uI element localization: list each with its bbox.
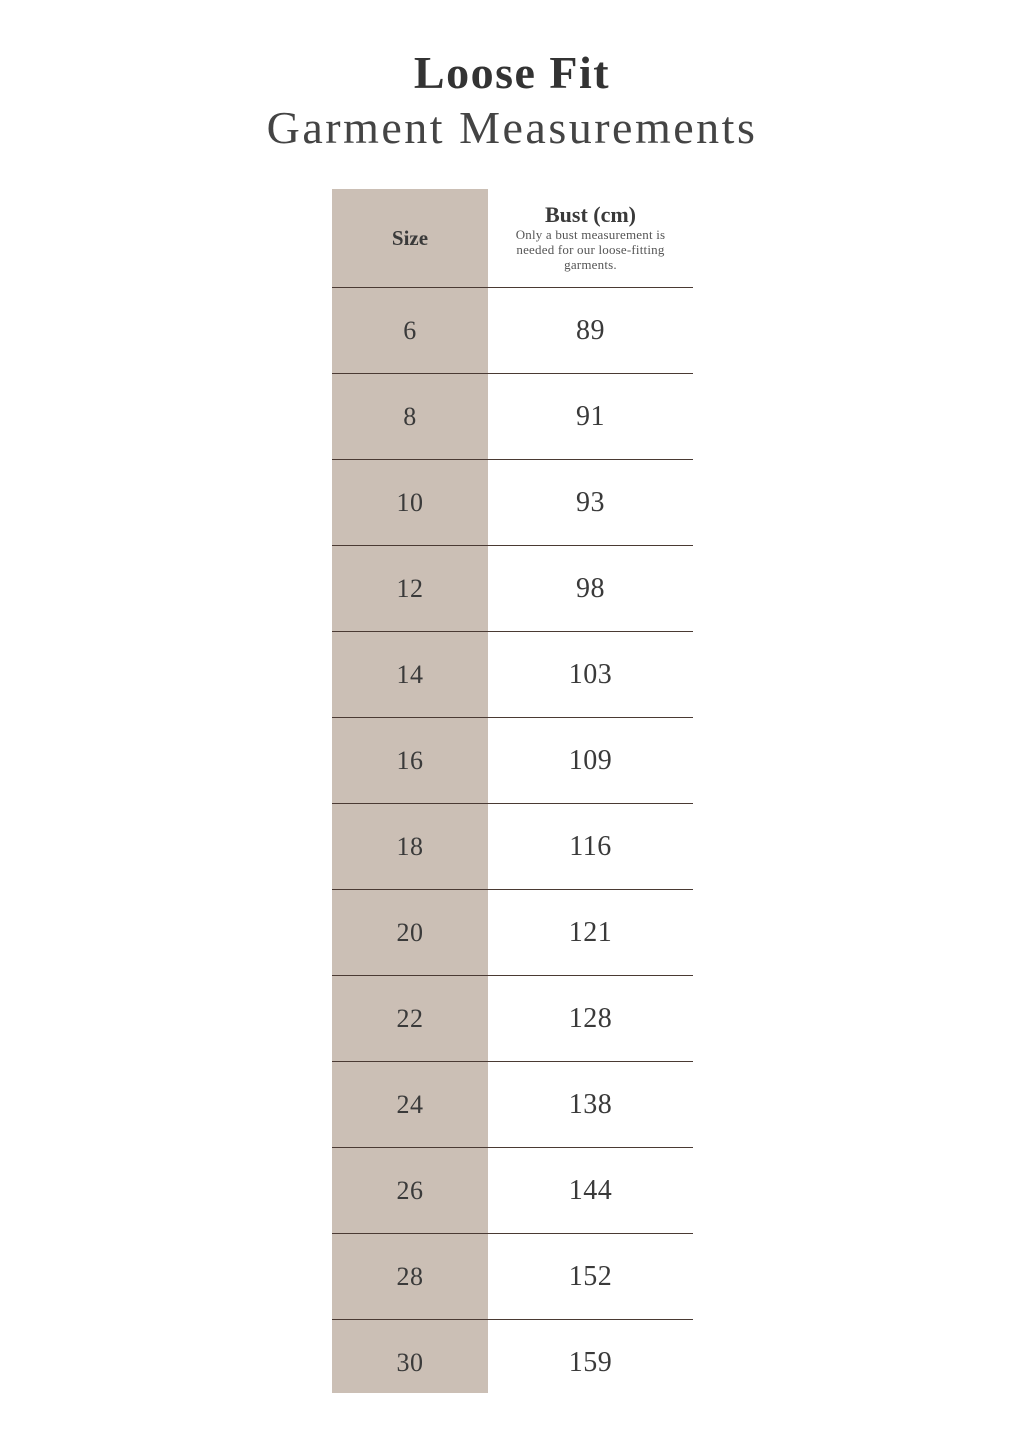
table-row: [332, 632, 693, 718]
table-row: [332, 890, 693, 976]
size-cell: 30: [396, 1347, 424, 1377]
table-row: [332, 1148, 693, 1234]
bust-cell: 159: [568, 1346, 613, 1378]
bust-cell: 93: [576, 486, 605, 518]
table-row: [332, 718, 693, 804]
bust-column-header: [488, 189, 693, 287]
page-title: Loose Fit: [413, 47, 611, 98]
page-subtitle: Garment Measurements: [266, 102, 758, 153]
measurement-table: [332, 189, 693, 1405]
table-row: [332, 1234, 693, 1320]
size-cell: 18: [396, 831, 424, 861]
size-column-header: Size: [391, 225, 429, 250]
table-row: [332, 288, 693, 374]
size-cell: 10: [396, 487, 424, 517]
size-cell: 16: [396, 745, 424, 775]
bust-column-note: Only a bust measurement is needed for our loose-fitting garments.: [515, 227, 666, 272]
title-block: [0, 44, 1024, 154]
size-cell: 26: [396, 1175, 424, 1205]
table-row: [332, 976, 693, 1062]
size-cell: 22: [396, 1003, 424, 1033]
size-cell: 24: [396, 1089, 424, 1119]
size-cell: 12: [396, 573, 424, 603]
table-row: [332, 1320, 693, 1405]
bust-cell: 152: [568, 1260, 613, 1292]
bust-cell: 116: [569, 830, 612, 862]
size-cell: 8: [403, 401, 417, 431]
bust-column-title: Bust (cm): [544, 202, 637, 227]
table-header-row: [332, 189, 693, 288]
table-row: [332, 374, 693, 460]
table-row: [332, 460, 693, 546]
size-cell: 20: [396, 917, 424, 947]
bust-cell: 138: [568, 1088, 613, 1120]
table-row: [332, 1062, 693, 1148]
table-row: [332, 804, 693, 890]
bust-cell: 103: [568, 658, 613, 690]
bust-cell: 98: [576, 572, 605, 604]
bust-cell: 144: [568, 1174, 613, 1206]
size-cell: 14: [396, 659, 424, 689]
bust-cell: 91: [576, 400, 605, 432]
bust-cell: 109: [568, 744, 613, 776]
table-row: [332, 546, 693, 632]
bust-cell: 89: [576, 314, 605, 346]
size-cell: 6: [403, 315, 417, 345]
size-cell: 28: [396, 1261, 424, 1291]
bust-cell: 121: [568, 916, 613, 948]
bust-cell: 128: [568, 1002, 613, 1034]
